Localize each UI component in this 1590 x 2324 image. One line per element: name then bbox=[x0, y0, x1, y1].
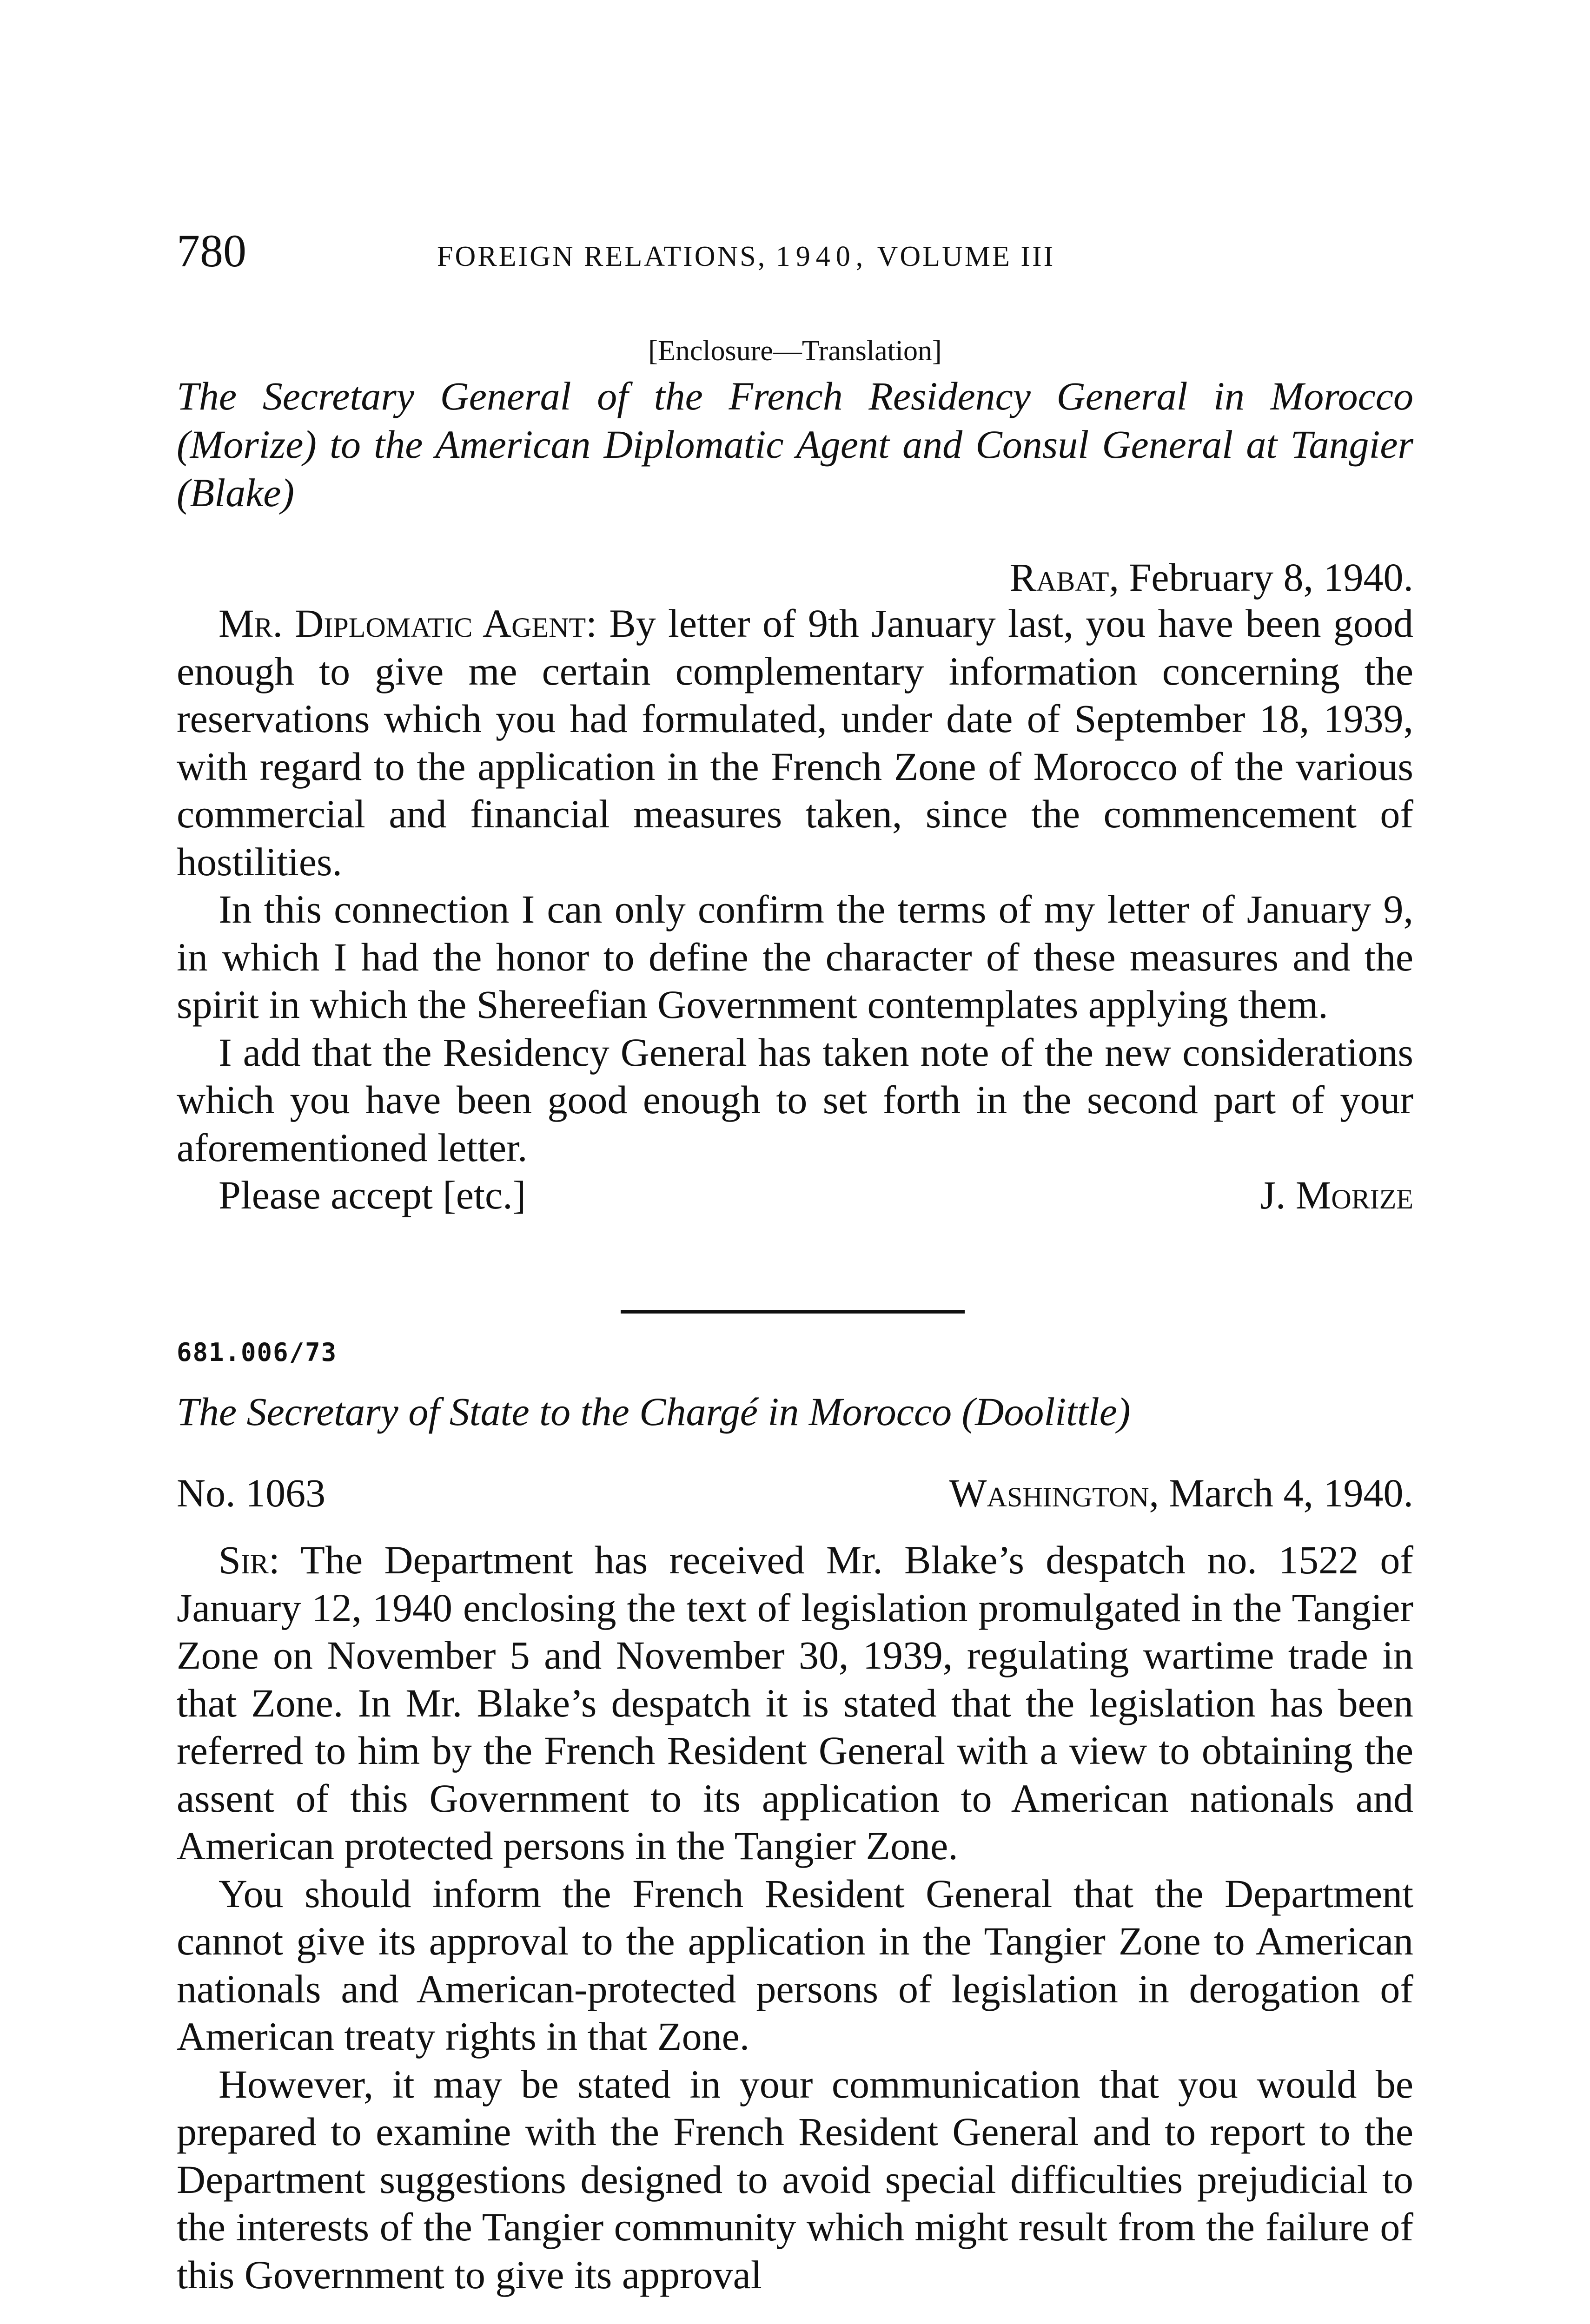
dateline-place: Rabat bbox=[1009, 555, 1109, 600]
page-header bbox=[177, 223, 1413, 288]
dateline-washington bbox=[949, 1469, 1413, 1517]
paragraph bbox=[177, 1536, 1413, 1870]
salutation: Sir bbox=[219, 1538, 269, 1582]
letter-body-morize bbox=[177, 600, 1413, 1219]
section-divider bbox=[621, 1310, 965, 1314]
running-head bbox=[437, 233, 1055, 280]
document-title-doolittle: The Secretary of State to the Chargé in Morocco (Doolittle) bbox=[177, 1389, 1131, 1434]
paragraph: However, it may be stated in your communication that you would be prepared to examine with the French Resident General and to report to the Department suggestions designed to avoid special difficulties prejudicial to the interests of the Tangier community which might result from the failure of this Government to give its approval bbox=[177, 2061, 1413, 2297]
enclosure-label: [Enclosure—Translation] bbox=[648, 335, 942, 367]
document-title-morize: The Secretary General of the French Residency General in Morocco (Morize) to the American Diplomatic Agent and Consul General at Tangier (Blake) bbox=[177, 374, 1413, 515]
signature: J. Morize bbox=[1260, 1173, 1413, 1217]
despatch-number: No. 1063 bbox=[177, 1471, 326, 1515]
salutation: Mr. Diplomatic Agent bbox=[219, 601, 586, 646]
file-number: 681.006/73 bbox=[177, 1338, 338, 1367]
closing: Please accept [etc.] bbox=[219, 1173, 526, 1217]
paragraph-text: : By letter of 9th January last, you have been good enough to give me certain complementary information concerning the reservations which you had formulated, under date of September 18, 1939, with regard to the application in the French Zone of Morocco of the various commercial and financial measures taken, since the commencement of hostilities. bbox=[177, 601, 1413, 884]
running-head-right: VOLUME III bbox=[877, 241, 1055, 272]
page-number: 780 bbox=[177, 225, 246, 277]
dateline-rabat bbox=[177, 553, 1413, 601]
running-head-year: 1940, bbox=[775, 241, 869, 272]
number-dateline bbox=[177, 1469, 1413, 1517]
paragraph-text: : The Department has received Mr. Blake’s despatch no. 1522 of January 12, 1940 enclosing the text of legislation promulgated in the Tangier Zone on November 5 and November 30, 1939, regulating wartime trade in that Zone. In Mr. Blake’s despatch it is stated that the legislation has been referred to him by the French Resident General with a view to obtaining the assent of this Government to its application to American nationals and American protected persons in the Tangier Zone. bbox=[177, 1538, 1413, 1868]
paragraph: You should inform the French Resident General that the Department cannot give its approval to the application in the Tangier Zone to American nationals and American-protected persons of legislation in derogation of American treaty rights in that Zone. bbox=[177, 1871, 1413, 2059]
paragraph: In this connection I can only confirm the terms of my letter of January 9, in which I had the honor to define the character of these measures and the spirit in which the Shereefian Government contemplates applying them. bbox=[177, 887, 1413, 1027]
running-head-left: FOREIGN RELATIONS, bbox=[437, 241, 767, 272]
dateline-place: Washington bbox=[949, 1471, 1149, 1515]
letter-body-doolittle bbox=[177, 1536, 1413, 2298]
dateline-date: , February 8, 1940. bbox=[1109, 555, 1413, 600]
paragraph bbox=[177, 600, 1413, 885]
closing-line bbox=[177, 1171, 1413, 1219]
paragraph: I add that the Residency General has taken note of the new considerations which you have been good enough to set forth in the second part of your aforementioned letter. bbox=[177, 1030, 1413, 1170]
dateline-date: , March 4, 1940. bbox=[1149, 1471, 1413, 1515]
